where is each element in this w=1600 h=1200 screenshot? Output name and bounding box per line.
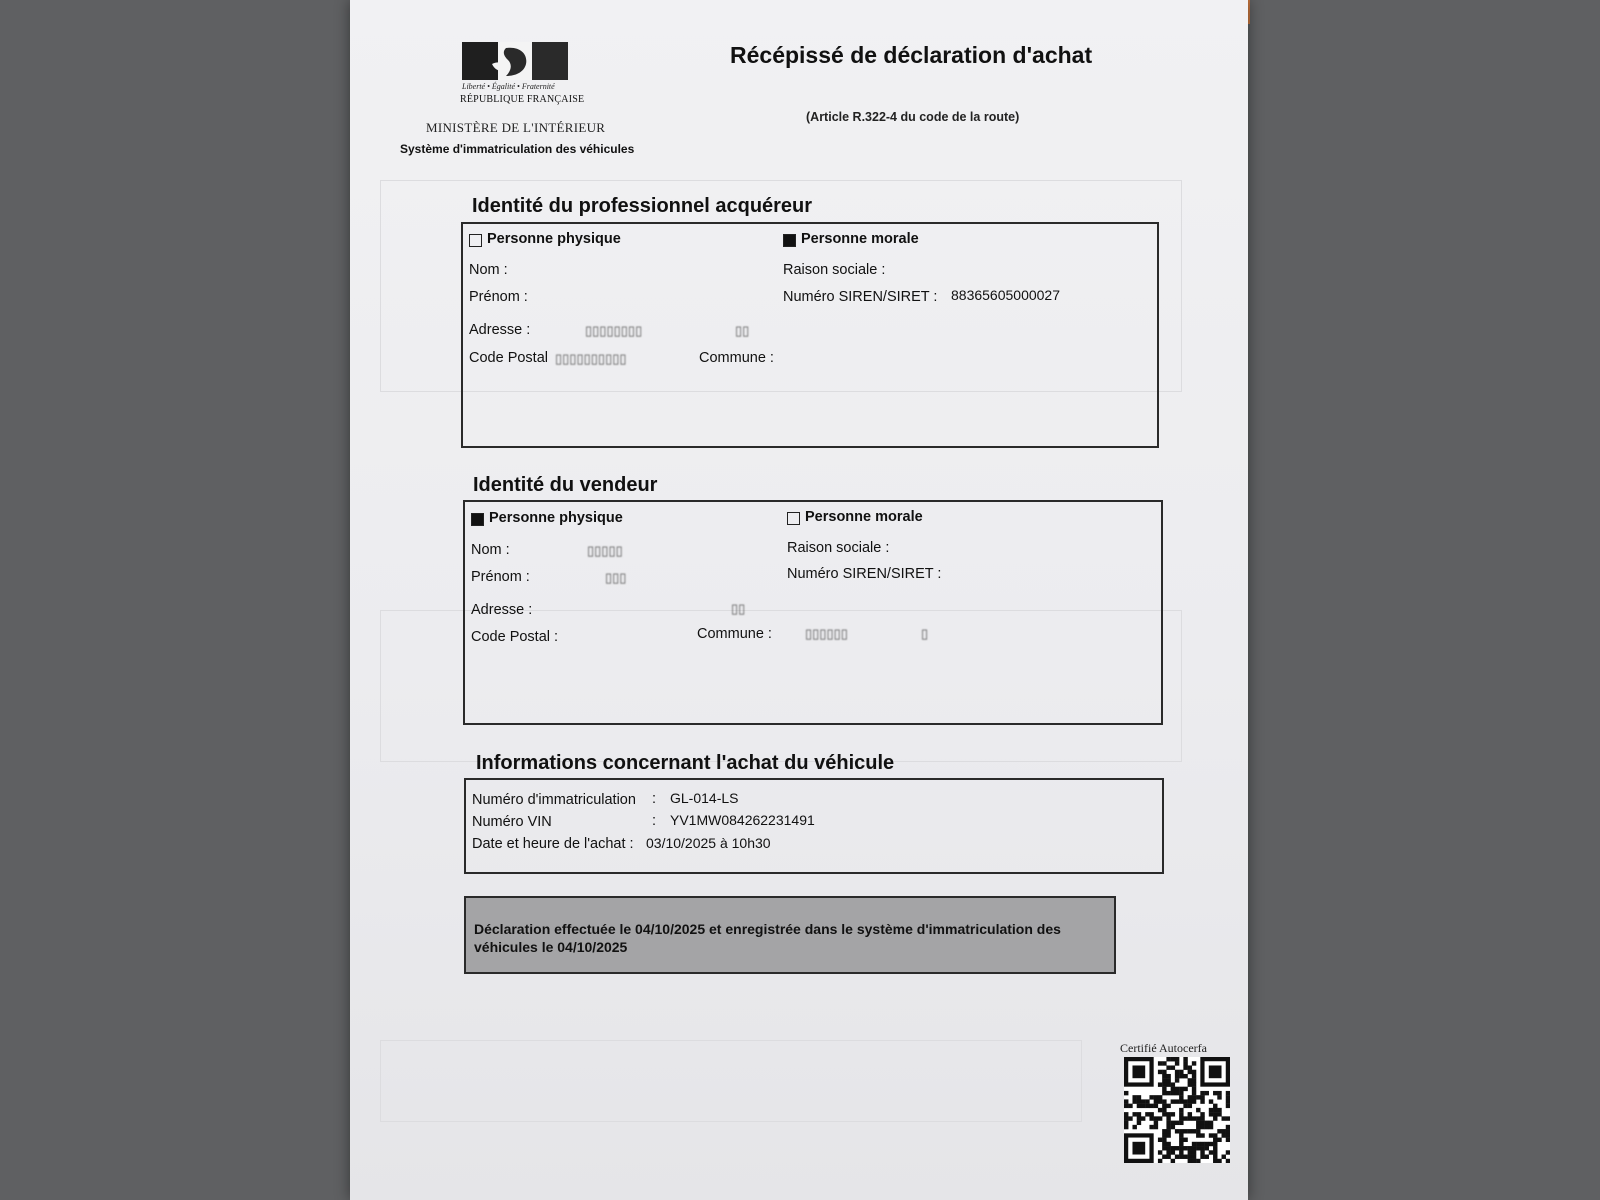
acquirer-adresse-redacted: ▯▯▯▯▯▯▯▯ (585, 323, 643, 338)
seller-code-postal-label: Code Postal : (471, 629, 559, 645)
seller-morale-checkbox (787, 512, 800, 525)
seller-section-title: Identité du vendeur (473, 474, 658, 496)
seller-prenom-label: Prénom : (471, 569, 530, 585)
republic-motto: Liberté • Égalité • Fraternité (462, 82, 555, 91)
seller-adresse-label: Adresse : (471, 602, 533, 618)
marianne-logo (462, 42, 568, 80)
vin-separator: : (652, 813, 657, 829)
acquirer-commune-label: Commune : (699, 350, 774, 366)
seller-commune-redacted: ▯ (921, 626, 929, 641)
acquirer-morale-label: Personne morale (801, 231, 919, 247)
seller-nom-redacted: ▯▯▯▯▯ (587, 543, 623, 558)
certification-label: Certifié Autocerfa (1120, 1041, 1207, 1055)
immat-value: GL-014-LS (670, 790, 739, 806)
acquirer-adresse-label: Adresse : (469, 322, 531, 338)
acquirer-morale-checkbox (783, 234, 796, 247)
vin-value: YV1MW084262231491 (670, 812, 815, 828)
declaration-box (464, 896, 1116, 974)
seller-morale-label: Personne morale (805, 509, 923, 525)
acquirer-box (461, 222, 1159, 448)
seller-commune-label: Commune : (697, 626, 772, 642)
seller-raison-sociale-label: Raison sociale : (787, 540, 890, 556)
document-page (350, 0, 1248, 1200)
acquirer-physique-label: Personne physique (487, 231, 621, 247)
acquirer-siren-value: 88365605000027 (951, 287, 1061, 303)
vehicle-section-title: Informations concernant l'achat du véhicule (476, 752, 895, 774)
acquirer-adresse-redacted: ▯▯ (735, 323, 750, 338)
immat-label: Numéro d'immatriculation (472, 792, 636, 808)
acquirer-code-postal-label: Code Postal (469, 350, 548, 366)
seller-nom-label: Nom : (471, 542, 510, 558)
vin-label: Numéro VIN (472, 814, 552, 830)
acquirer-code-postal-redacted: ▯▯▯▯▯▯▯▯▯▯ (555, 351, 627, 366)
show-through-frame (380, 1040, 1082, 1122)
acquirer-section-title: Identité du professionnel acquéreur (472, 195, 813, 217)
seller-commune-redacted: ▯▯▯▯▯▯ (805, 626, 848, 641)
document-subtitle: (Article R.322-4 du code de la route) (806, 110, 1020, 124)
seller-physique-checkbox (471, 513, 484, 526)
seller-physique-label: Personne physique (489, 510, 623, 526)
seller-prenom-redacted: ▯▯▯ (605, 570, 627, 585)
immat-separator: : (652, 791, 657, 807)
system-name: Système d'immatriculation des véhicules (400, 142, 635, 156)
acquirer-raison-sociale-label: Raison sociale : (783, 262, 886, 278)
seller-siren-label: Numéro SIREN/SIRET : (787, 566, 942, 582)
declaration-text: Déclaration effectuée le 04/10/2025 et enregistrée dans le système d'immatriculation des véhicules le 04/10/2025 (474, 921, 1061, 955)
seller-adresse-redacted: ▯▯ (731, 601, 746, 616)
acquirer-siren-label: Numéro SIREN/SIRET : (783, 289, 938, 305)
acquirer-prenom-label: Prénom : (469, 289, 528, 305)
qr-code-icon (1124, 1057, 1230, 1163)
purchase-date-value: 03/10/2025 à 10h30 (646, 835, 771, 851)
ministry-name: MINISTÈRE DE L'INTÉRIEUR (426, 120, 606, 135)
vehicle-box (464, 778, 1164, 874)
republic-name: RÉPUBLIQUE FRANÇAISE (460, 94, 585, 105)
acquirer-nom-label: Nom : (469, 262, 508, 278)
document-title: Récépissé de déclaration d'achat (730, 42, 1093, 68)
seller-box (463, 500, 1163, 725)
purchase-date-label: Date et heure de l'achat : (472, 836, 634, 852)
acquirer-physique-checkbox (469, 234, 482, 247)
